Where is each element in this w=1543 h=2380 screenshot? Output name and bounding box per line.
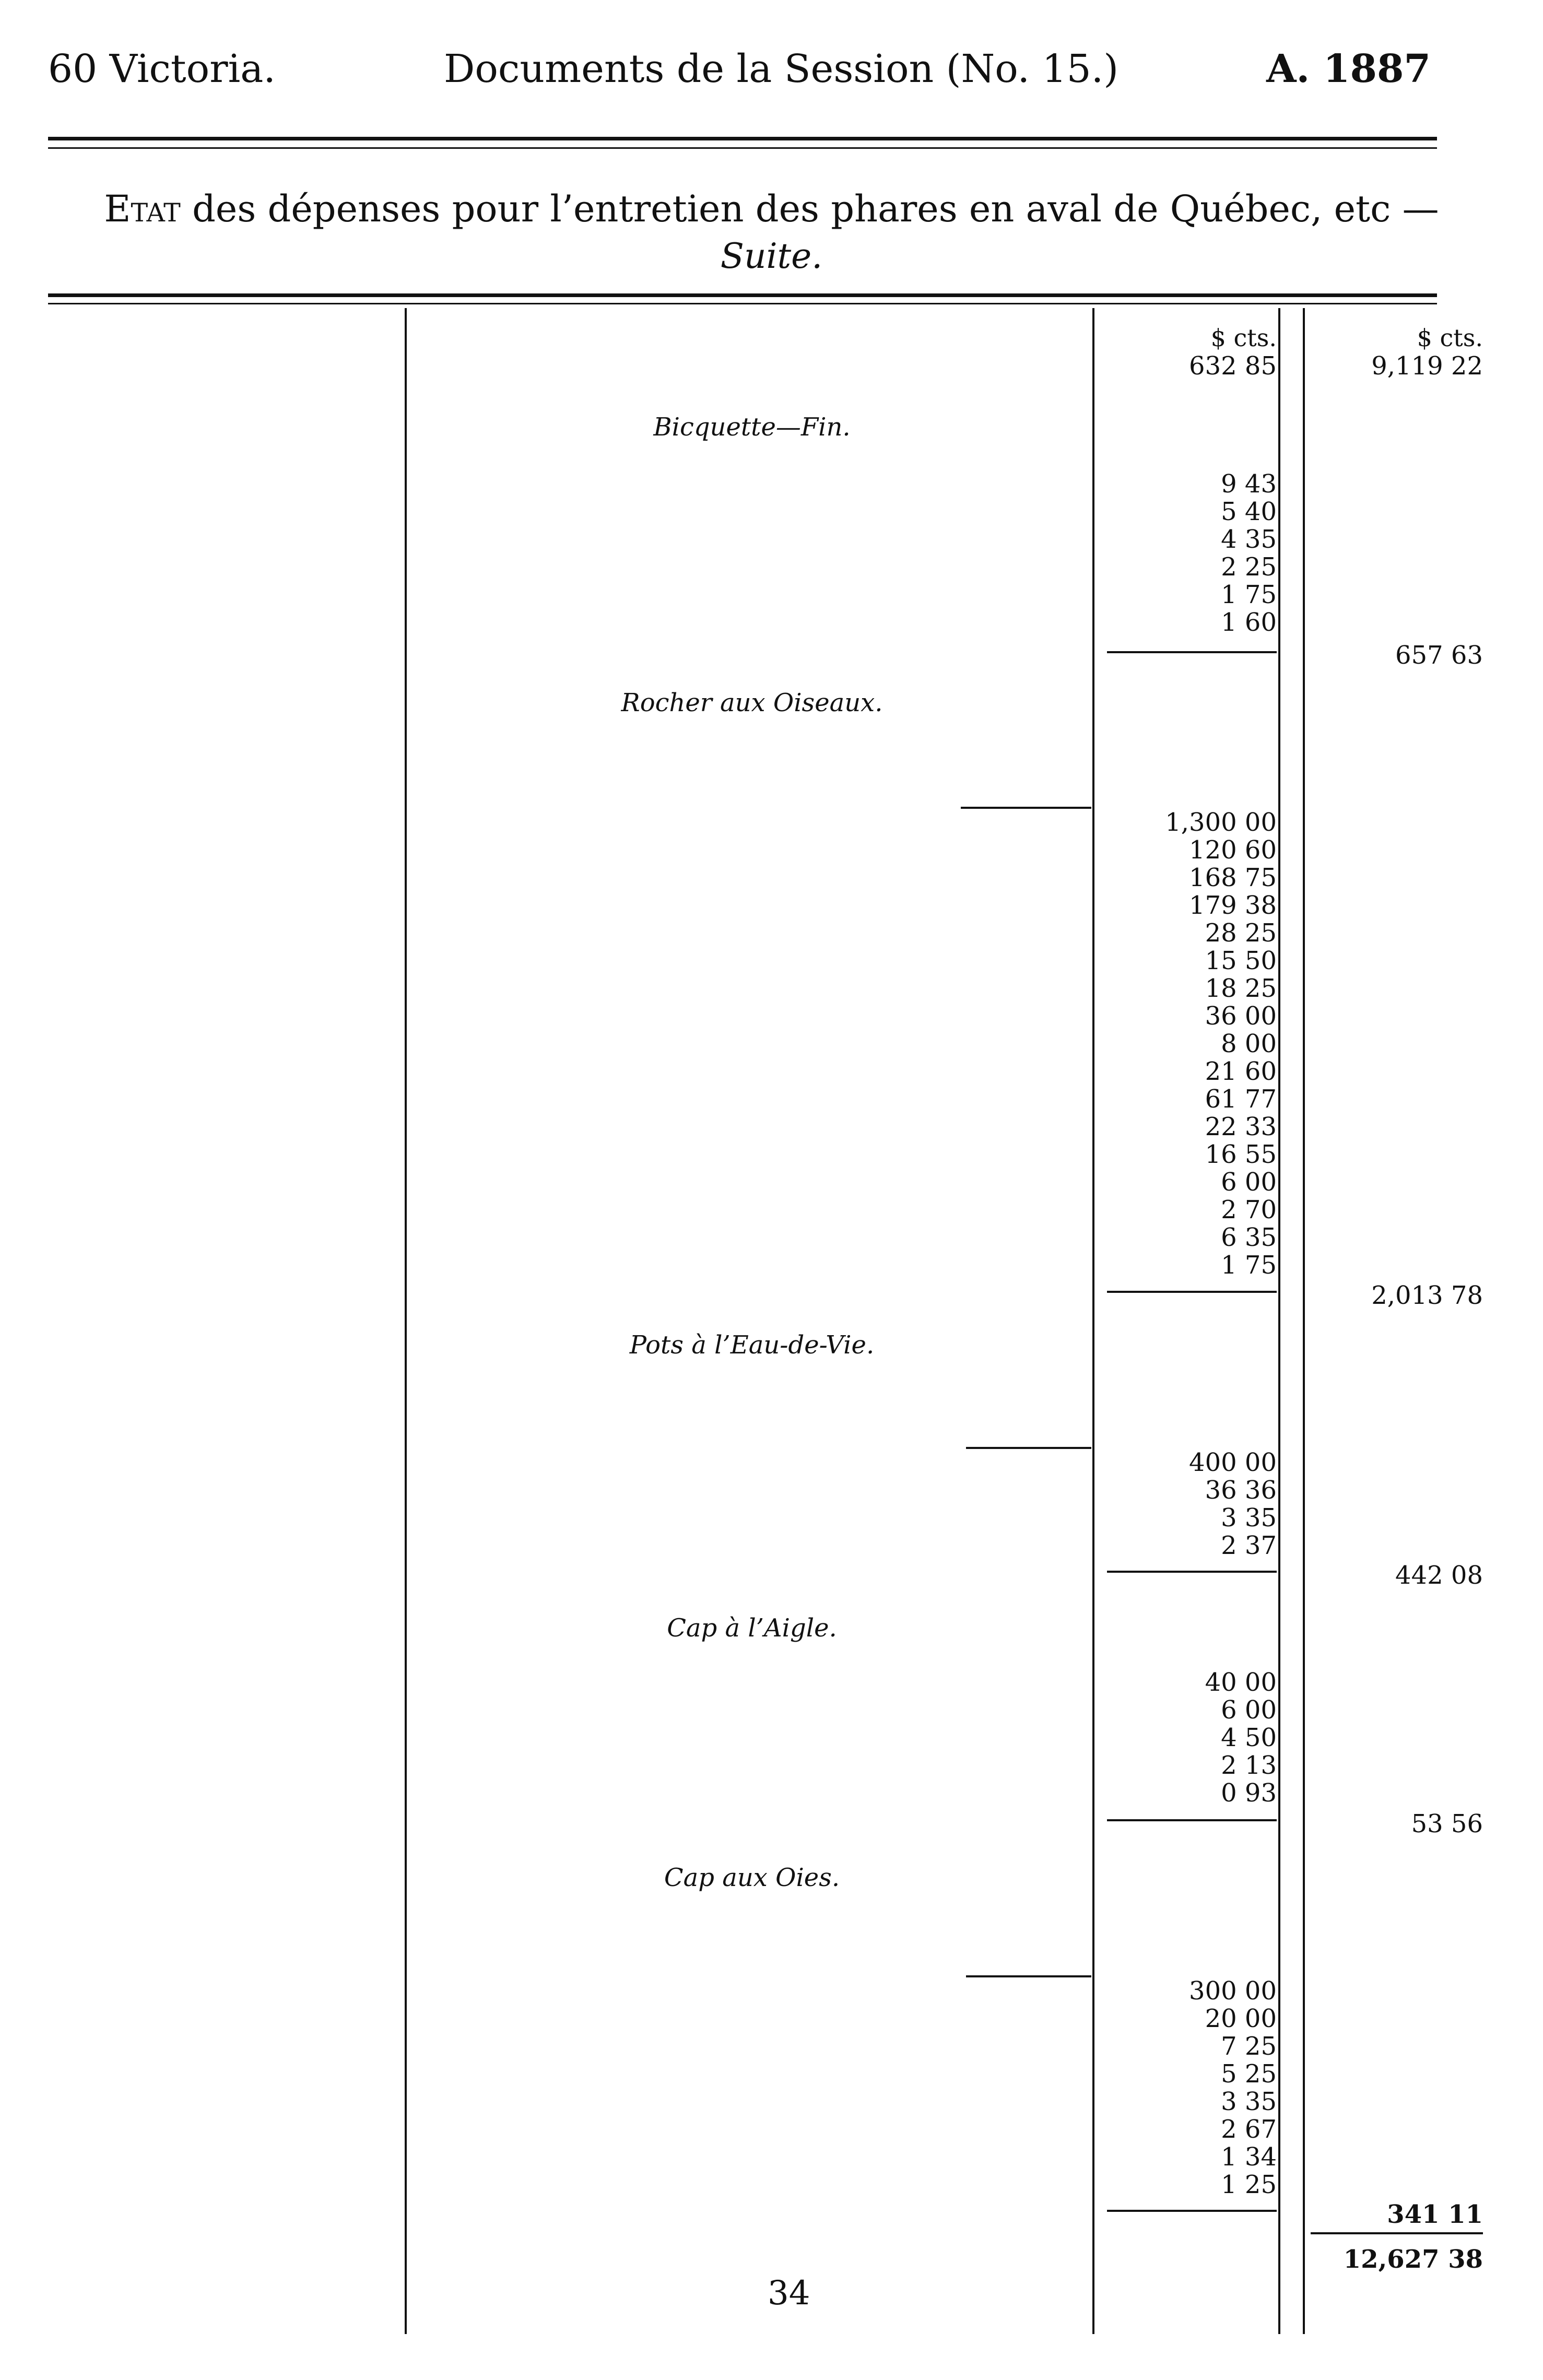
table-row [0, 553, 1543, 581]
amount-cell: 4 35 [1221, 525, 1277, 554]
amount-cell: 22 33 [1205, 1112, 1277, 1141]
amount-cell: 2 70 [1221, 1195, 1277, 1224]
grand-total-rule [1311, 2232, 1483, 2234]
table-row [0, 1057, 1543, 1086]
salary-row [0, 1918, 1543, 1946]
salary-row [0, 1389, 1543, 1418]
header-rule-thick [48, 137, 1437, 140]
table-row [0, 947, 1543, 975]
amount-cell: 1 34 [1221, 2142, 1277, 2172]
table-row [0, 498, 1543, 526]
table-row [0, 1724, 1543, 1752]
section-total-row [0, 1281, 1543, 1310]
table-row [0, 2005, 1543, 2033]
section-title-cap-aux-oies: Cap aux Oies. [664, 1863, 840, 1892]
section-total: 341 11 [1387, 2200, 1483, 2229]
section-total: 2,013 78 [1371, 1281, 1483, 1310]
amount-cell: 36 00 [1205, 1002, 1277, 1031]
carry-forward-row [0, 2245, 1543, 2273]
carry-forward-total: 12,627 38 [1343, 2245, 1483, 2274]
table-row [0, 1085, 1543, 1113]
amount-cell: 36 36 [1205, 1476, 1277, 1505]
amount-cell: 61 77 [1205, 1085, 1277, 1114]
table-top-rule-thin [48, 303, 1437, 304]
table-row [0, 470, 1543, 498]
table-row [0, 808, 1543, 836]
title-first-word: Etat [104, 187, 181, 230]
amount-cell: 3 35 [1221, 1503, 1277, 1533]
section-title-cap-a-l-aigle: Cap à l’Aigle. [667, 1613, 837, 1643]
table-row [0, 581, 1543, 609]
table-row [0, 1504, 1543, 1532]
table-row [0, 2088, 1543, 2116]
section-title-rocher-aux-oiseaux: Rocher aux Oiseaux. [621, 688, 883, 717]
amount-cell: 16 55 [1205, 1140, 1277, 1169]
section-total-row [0, 1810, 1543, 1838]
header-year: A. 1887 [1266, 46, 1431, 91]
amount-cell: 1 75 [1221, 580, 1277, 609]
table-row [0, 2115, 1543, 2143]
total-column-head: $ cts. [1417, 324, 1483, 352]
salary-row [0, 749, 1543, 777]
table-row [0, 1140, 1543, 1169]
table-row [0, 1531, 1543, 1560]
report-row [0, 352, 1543, 380]
table-row [0, 1448, 1543, 1477]
amount-cell: 1 25 [1221, 2170, 1277, 2199]
amount-cell: 6 00 [1221, 1695, 1277, 1725]
amount-cell: 21 60 [1205, 1057, 1277, 1086]
amount-cell: 2 67 [1221, 2115, 1277, 2144]
amount-cell: 15 50 [1205, 946, 1277, 975]
table-row [0, 1668, 1543, 1696]
page-subtitle: Suite. [720, 236, 823, 276]
amount-cell: 2 25 [1221, 552, 1277, 582]
amount-cell: 20 00 [1205, 2004, 1277, 2033]
amount-cell: 28 25 [1205, 918, 1277, 948]
title-text: des dépenses pour l’entretien des phares en aval de Québec, etc — [180, 187, 1439, 230]
table-row [0, 1002, 1543, 1030]
table-row [0, 836, 1543, 864]
amount-cell: 300 00 [1189, 1976, 1277, 2006]
table-row [0, 919, 1543, 947]
section-total-row [0, 1561, 1543, 1589]
table-row [0, 2032, 1543, 2060]
table-row [0, 1751, 1543, 1780]
table-row [0, 1168, 1543, 1196]
table-row [0, 1977, 1543, 2005]
table-row [0, 2171, 1543, 2199]
table-row [0, 525, 1543, 553]
section-total: 53 56 [1411, 1809, 1483, 1839]
header-document-title: Documents de la Session (No. 15.) [444, 46, 1119, 91]
amount-cell: 40 00 [1205, 1668, 1277, 1697]
retenue-row [0, 1417, 1543, 1445]
table-row [0, 1223, 1543, 1252]
amount-cell: 120 60 [1189, 835, 1277, 865]
retenue-row [0, 1946, 1543, 1974]
table-row [0, 2143, 1543, 2171]
amount-cell: 9 43 [1221, 469, 1277, 499]
amount-cell: 8 00 [1221, 1029, 1277, 1058]
amount-cell: 1 75 [1221, 1251, 1277, 1280]
table-row [0, 864, 1543, 892]
section-total: 442 08 [1395, 1561, 1483, 1590]
table-row [0, 891, 1543, 920]
table-row [0, 1196, 1543, 1224]
table-row [0, 608, 1543, 637]
amount-cell: 7 25 [1221, 2032, 1277, 2061]
table-row [0, 1251, 1543, 1279]
report-amount: 632 85 [1189, 351, 1277, 381]
table-row [0, 1696, 1543, 1724]
amount-cell: 3 35 [1221, 2087, 1277, 2116]
amount-cell: 2 13 [1221, 1751, 1277, 1780]
amount-cell: 2 37 [1221, 1531, 1277, 1560]
retenue-row [0, 777, 1543, 805]
section-title-bicquette: Bicquette—Fin. [653, 413, 851, 442]
table-row [0, 1779, 1543, 1807]
table-row [0, 974, 1543, 1003]
amount-cell: 5 25 [1221, 2059, 1277, 2089]
section-total-row [0, 641, 1543, 669]
report-total: 9,119 22 [1371, 351, 1483, 381]
page-title [0, 188, 1543, 230]
amount-cell: 6 00 [1221, 1168, 1277, 1197]
header-session-year: 60 Victoria. [48, 46, 276, 91]
amount-cell: 0 93 [1221, 1778, 1277, 1808]
page-number: 34 [768, 2274, 810, 2313]
amount-cell: 5 40 [1221, 497, 1277, 526]
section-total: 657 63 [1395, 641, 1483, 670]
amount-cell: 400 00 [1189, 1448, 1277, 1477]
header-rule-thin [48, 147, 1437, 149]
amount-column-head: $ cts. [1210, 324, 1277, 352]
table-top-rule-thick [48, 293, 1437, 297]
amount-cell: 1,300 00 [1165, 808, 1277, 837]
amount-cell: 6 35 [1221, 1223, 1277, 1252]
section-total-row [0, 2200, 1543, 2229]
table-row [0, 1476, 1543, 1504]
table-row [0, 2060, 1543, 2088]
amount-cell: 1 60 [1221, 608, 1277, 637]
section-title-pots-a-l-eau-de-vie: Pots à l’Eau-de-Vie. [629, 1330, 875, 1360]
amount-cell: 18 25 [1205, 974, 1277, 1003]
table-row [0, 1113, 1543, 1141]
amount-cell: 179 38 [1189, 891, 1277, 920]
amount-cell: 168 75 [1189, 863, 1277, 892]
table-row [0, 1030, 1543, 1058]
amount-cell: 4 50 [1221, 1723, 1277, 1752]
